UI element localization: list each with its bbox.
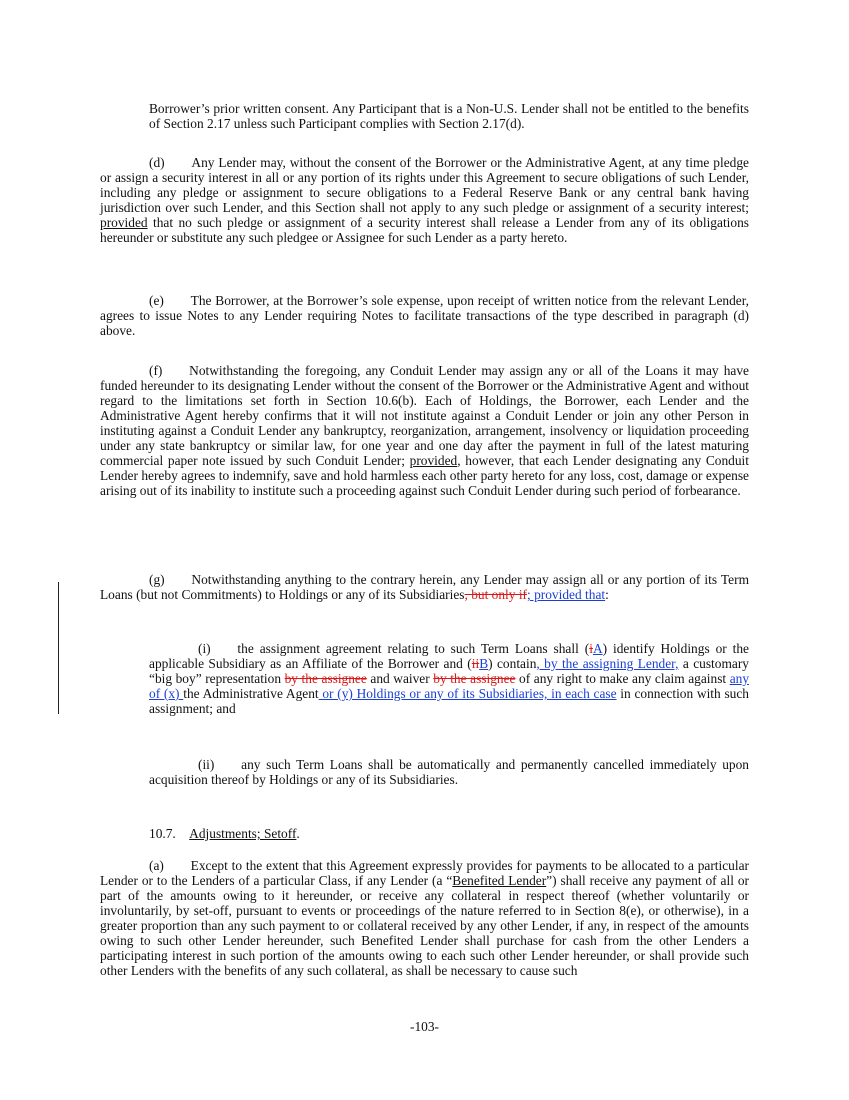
revision-change-bar: [58, 582, 59, 714]
deleted-text: ii: [471, 656, 480, 671]
inserted-text: B: [479, 656, 489, 671]
paragraph-text: Except to the extent that this Agreement expressly provides for payments to be allocated to a particular Lender or to the Lenders of a particular Class, if any Lender (a “: [100, 858, 749, 888]
paragraph-a: [100, 858, 749, 978]
paragraph-label: (a): [149, 858, 164, 873]
deleted-text: by the assignee: [433, 671, 516, 686]
clause-label: (i): [198, 641, 211, 656]
paragraph-text: Notwithstanding anything to the contrary herein, any Lender may assign all or any portion of its Term Loans (but not Commitments) to Holdings or any of its Subsidiaries: [100, 572, 749, 602]
paragraph-label: (f): [149, 363, 163, 378]
clause-text: and waiver: [366, 671, 434, 686]
deleted-text: , but only if: [464, 587, 528, 602]
paragraph-text: , however, that each Lender designating any Conduit Lender hereby agrees to indemnify, save and hold harmless each other party hereto for any loss, cost, damage or expense arising out of its inability to institute such a proceeding against such Conduit Lender during such period of forbearance.: [100, 453, 749, 498]
clause-label: (ii): [198, 757, 215, 772]
inserted-text: or (y) Holdings or any of its Subsidiaries, in each case: [318, 686, 617, 701]
paragraph-text: The Borrower, at the Borrower’s sole expense, upon receipt of written notice from the relevant Lender, agrees to issue Notes to any Lender requiring Notes to facilitate transactions of the type described in paragraph (d) above.: [100, 293, 749, 338]
clause-g-ii: [149, 757, 749, 787]
clause-text: in connection with such assignment; and: [149, 686, 749, 716]
section-heading-10-7: [149, 826, 300, 841]
paragraph-g: [100, 572, 749, 602]
paragraph-text: Notwithstanding the foregoing, any Conduit Lender may assign any or all of the Loans it may have funded hereunder to its designating Lender without the consent of the Borrower or the Administrative Agent and without regard to the limitations set forth in Section 10.6(b). Each of Holdings, the Borrower, each Lender and the Administrative Agent hereby confirms that it will not institute against a Conduit Lender or join any other Person in instituting against a Conduit Lender any bankruptcy, reorganization, arrangement, insolvency or liquidation proceeding under any state bankruptcy or similar law, for one year and one day after the payment in full of the latest maturing commercial paper note issued by such Conduit Lender;: [100, 363, 749, 468]
paragraph-label: (g): [149, 572, 165, 587]
clause-text: a customary “big boy” representation: [149, 656, 749, 686]
clause-text: of any right to make any claim against: [515, 671, 730, 686]
clause-g-i: [149, 641, 749, 716]
inserted-text: A: [592, 641, 603, 656]
clause-text: the assignment agreement relating to such Term Loans shall (: [237, 641, 590, 656]
section-title: Adjustments; Setoff: [189, 826, 297, 841]
clause-text: any such Term Loans shall be automatically and permanently cancelled immediately upon acquisition thereof by Holdings or any of its Subsidiaries.: [149, 757, 749, 787]
paragraph-text: ”) shall receive any payment of all or part of the amounts owing to it hereunder, or receive any collateral in respect thereof (whether voluntarily or involuntarily, by set-off, pursuant to events or proceedings of the nature referred to in Section 8(e), or otherwise), in a greater proportion than any such payment to or collateral received by any other Lender, if any, in respect of the amounts owing to such other Lender hereunder, such Benefited Lender shall purchase for cash from the other Lenders a participating interest in such portion of the amounts owing to each such other Lender hereunder, or shall provide such other Lenders with the benefits of any such collateral, as shall be necessary to cause such: [100, 873, 749, 978]
clause-text: ) identify Holdings or the applicable Subsidiary as an Affiliate of the Borrower and (: [149, 641, 749, 671]
paragraph-f: [100, 363, 749, 498]
paragraph-text: Any Lender may, without the consent of the Borrower or the Administrative Agent, at any time pledge or assign a security interest in all or any portion of its rights under this Agreement to secure obligations of such Lender, including any pledge or assignment to secure obligations to a Federal Reserve Bank or any central bank having jurisdiction over such Lender, and this Section shall not apply to any such pledge or assignment of a security interest;: [100, 155, 749, 215]
deleted-text: i: [589, 641, 593, 656]
inserted-text: ; provided that: [527, 587, 606, 602]
paragraph-continuation: [149, 101, 749, 131]
paragraph-text: Borrower’s prior written consent. Any Participant that is a Non-U.S. Lender shall not be entitled to the benefits of Section 2.17 unless such Participant complies with Section 2.17(d).: [149, 101, 749, 131]
provided-term: provided: [100, 215, 148, 230]
inserted-text: , by the assigning Lender,: [536, 656, 679, 671]
inserted-text: any of (x): [149, 671, 750, 701]
paragraph-text: that no such pledge or assignment of a security interest shall release a Lender from any of its obligations hereunder or substitute any such pledgee or Assignee for such Lender as a party hereto.: [100, 215, 749, 245]
paragraph-label: (e): [149, 293, 164, 308]
paragraph-e: [100, 293, 749, 338]
section-number: 10.7.: [149, 826, 176, 841]
paragraph-label: (d): [149, 155, 165, 170]
clause-text: ) contain: [488, 656, 537, 671]
clause-text: the Administrative Agent: [183, 686, 319, 701]
provided-term: provided: [409, 453, 458, 468]
paragraph-d: [100, 155, 749, 245]
page-number: -103-: [409, 1019, 439, 1034]
deleted-text: by the assignee: [284, 671, 367, 686]
punctuation: .: [296, 826, 300, 841]
defined-term: Benefited Lender: [452, 873, 547, 888]
punctuation: :: [605, 587, 609, 602]
